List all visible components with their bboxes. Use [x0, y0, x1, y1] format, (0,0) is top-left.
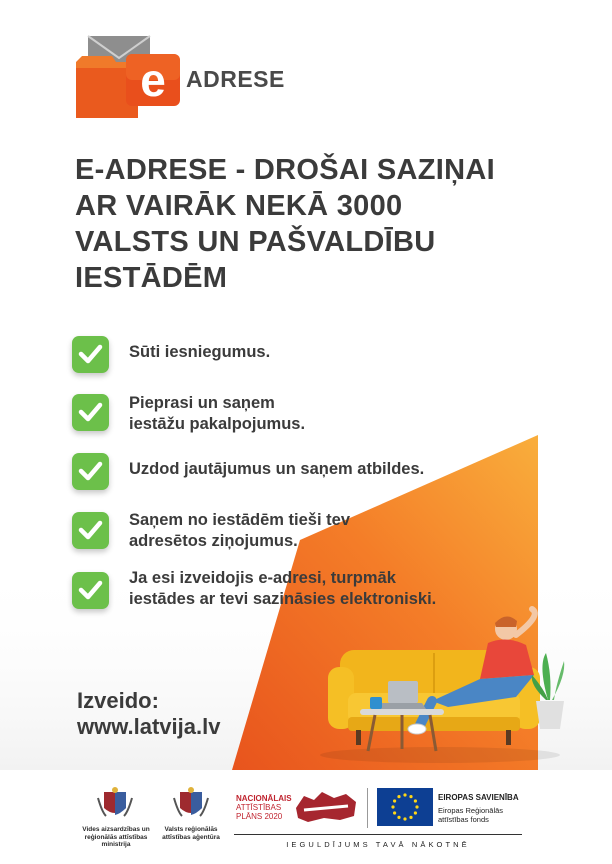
benefit-item — [72, 394, 542, 438]
benefit-text — [129, 393, 549, 435]
benefit-line: Pieprasi un saņem — [129, 394, 275, 412]
check-icon — [72, 394, 109, 431]
agency-caption — [156, 826, 226, 841]
cta-url[interactable]: www.latvija.lv — [77, 714, 221, 739]
nap-2020-logo-text — [236, 794, 292, 821]
check-icon — [72, 512, 109, 549]
benefit-item — [72, 336, 542, 380]
caption-line: ministrija — [101, 841, 131, 848]
benefit-item — [72, 512, 542, 556]
caption-line: Vides aizsardzības un — [82, 826, 150, 833]
caption-line: attīstības aģentūra — [162, 833, 220, 841]
benefit-text — [129, 568, 549, 610]
benefit-line: adresētos ziņojumus. — [129, 532, 298, 550]
eu-fund-name — [438, 807, 519, 824]
benefit-line: Ja esi izveidojis e-adresi, turpmāk — [129, 569, 396, 587]
benefit-text — [129, 459, 549, 480]
benefit-line: Saņem no iestādēm tieši tev — [129, 511, 351, 529]
headline-line: E-ADRESE - DROŠAI SAZIŅAI — [75, 154, 495, 186]
eu-sub-line: Eiropas Reģionālās — [438, 806, 504, 815]
nap-line: ATTĪSTĪBAS — [236, 803, 282, 812]
nap-line: NACIONĀLAIS — [236, 794, 292, 803]
benefit-item — [72, 453, 542, 497]
check-icon — [72, 453, 109, 490]
check-icon — [72, 572, 109, 609]
sofa-illustration — [320, 605, 580, 765]
benefit-line: iestāžu pakalpojumus. — [129, 415, 306, 433]
eu-sub-line: attīstības fonds — [438, 814, 489, 824]
benefit-text — [129, 342, 549, 363]
svg-text:e: e — [140, 54, 166, 106]
eu-flag-icon — [377, 788, 433, 826]
nap-line: PLĀNS 2020 — [236, 812, 283, 821]
footer-divider — [367, 788, 368, 828]
latvia-coat-of-arms-icon — [96, 786, 134, 822]
eu-title: EIROPAS SAVIENĪBA — [438, 793, 519, 802]
cta-label: Izveido: — [77, 688, 159, 713]
ministry-caption — [78, 826, 154, 849]
benefit-line: Sūti iesniegumus. — [129, 343, 271, 361]
headline-line: IESTĀDĒM — [75, 262, 228, 294]
logo-wordmark: ADRESE — [186, 66, 285, 92]
benefit-line: Uzdod jautājumus un saņem atbildes. — [129, 460, 425, 478]
latvia-coat-of-arms-icon — [172, 786, 210, 822]
headline-line: AR VAIRĀK NEKĀ 3000 — [75, 190, 403, 222]
headline-line: VALSTS UN PAŠVALDĪBU — [75, 226, 436, 258]
eu-funding-text — [438, 793, 519, 824]
check-icon — [72, 336, 109, 373]
caption-line: reģionālās attīstības — [84, 833, 148, 841]
benefit-text — [129, 510, 549, 552]
latvia-map-icon — [294, 788, 358, 824]
caption-line: Valsts reģionālās — [164, 826, 218, 833]
tagline-rule — [234, 834, 522, 835]
headline — [75, 152, 555, 296]
cta-block — [77, 688, 220, 740]
benefit-line: iestādes ar tevi sazināsies elektroniski. — [129, 590, 437, 608]
footer-tagline: IEGULDĪJUMS TAVĀ NĀKOTNĒ — [286, 840, 470, 849]
